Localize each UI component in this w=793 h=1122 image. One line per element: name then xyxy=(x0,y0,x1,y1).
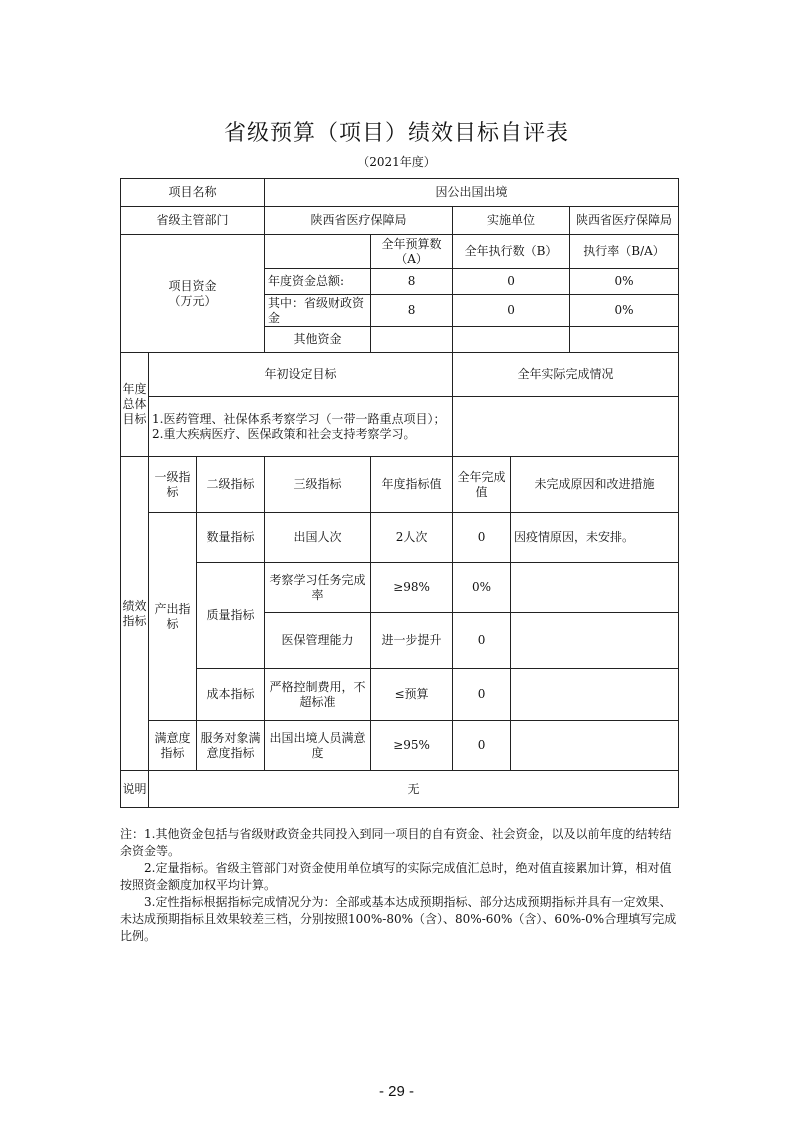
funds-label xyxy=(121,235,265,353)
page-title: 省级预算（项目）绩效目标自评表 xyxy=(223,121,569,146)
funds-row-budget: 8 xyxy=(371,295,453,327)
funds-label-line1: 项目资金 xyxy=(168,278,217,293)
dept-value: 陕西省医疗保障局 xyxy=(265,207,453,235)
satisfaction-reason xyxy=(511,721,679,771)
indicator-row xyxy=(121,669,679,721)
cost-indicator-label: 成本指标 xyxy=(197,669,265,721)
quantity-reason: 因疫情原因，未安排。 xyxy=(511,513,679,563)
initial-goal-line1: 1.医药管理、社保体系考察学习（一带一路重点项目）； xyxy=(152,411,446,426)
satisfaction-target: ≥95% xyxy=(371,721,453,771)
goals-content-row xyxy=(121,397,679,457)
funds-row-label: 年度资金总额: xyxy=(265,269,371,295)
initial-goal-header: 年初设定目标 xyxy=(149,353,453,397)
output-indicator-label: 产出指标 xyxy=(149,513,197,721)
page-number: - 29 - xyxy=(378,1083,414,1100)
project-name-label: 项目名称 xyxy=(121,179,265,207)
goals-header-row xyxy=(121,353,679,397)
funds-row-budget xyxy=(371,327,453,353)
quantity-done: 0 xyxy=(453,513,511,563)
unit-label: 实施单位 xyxy=(453,207,570,235)
quantity-target: 2人次 xyxy=(371,513,453,563)
quantity-name: 出国人次 xyxy=(265,513,371,563)
exec-header: 全年执行数（B） xyxy=(453,235,570,269)
funds-row-exec: 0 xyxy=(453,295,570,327)
funds-row-rate xyxy=(570,327,679,353)
indicator-header-row xyxy=(121,457,679,513)
project-name-value: 因公出国出境 xyxy=(265,179,679,207)
quality-target: 进一步提升 xyxy=(371,613,453,669)
target-header: 年度指标值 xyxy=(371,457,453,513)
satisfaction-name: 出国出境人员满意度 xyxy=(265,721,371,771)
footnote-1: 注：1.其他资金包括与省级财政资金共同投入到同一项目的自有资金、社会资金，以及以前年度的结转结余资金等。 xyxy=(120,827,672,858)
cost-target: ≤预算 xyxy=(371,669,453,721)
actual-completion-text xyxy=(453,397,679,457)
quality-reason xyxy=(511,613,679,669)
satisfaction-done: 0 xyxy=(453,721,511,771)
indicator-row xyxy=(121,563,679,613)
footnote-2: 2.定量指标。省级主管部门对资金使用单位填写的实际完成值汇总时，绝对值直接累加计算，相对值按照资金额度加权平均计算。 xyxy=(120,861,672,892)
quality-name: 医保管理能力 xyxy=(265,613,371,669)
initial-goal-text xyxy=(149,397,453,457)
cost-name: 严格控制费用，不超标准 xyxy=(265,669,371,721)
department-row xyxy=(121,207,679,235)
done-header: 全年完成值 xyxy=(453,457,511,513)
quality-done: 0 xyxy=(453,613,511,669)
funds-row-rate: 0% xyxy=(570,295,679,327)
indicators-side-label: 绩效指标 xyxy=(121,457,149,771)
budget-header: 全年预算数（A） xyxy=(371,235,453,269)
rate-header: 执行率（B/A） xyxy=(570,235,679,269)
remark-value: 无 xyxy=(149,771,679,808)
level1-header: 一级指标 xyxy=(149,457,197,513)
remark-row xyxy=(121,771,679,808)
level3-header: 三级指标 xyxy=(265,457,371,513)
quantity-indicator-label: 数量指标 xyxy=(197,513,265,563)
unit-value: 陕西省医疗保障局 xyxy=(570,207,679,235)
footnotes xyxy=(120,826,682,945)
indicator-row xyxy=(121,513,679,563)
funds-row-budget: 8 xyxy=(371,269,453,295)
footnote-3: 3.定性指标根据指标完成情况分为：全部或基本达成预期指标、部分达成预期指标并具有一定效果、未达成预期指标且效果较差三档，分别按照100%-80%（含）、80%-60%（含）、60%-0%合理填写完成比例。 xyxy=(120,895,677,943)
funds-row-exec xyxy=(453,327,570,353)
project-name-row xyxy=(121,179,679,207)
quality-indicator-label: 质量指标 xyxy=(197,563,265,669)
report-year: （2021年度） xyxy=(357,155,436,169)
remark-label: 说明 xyxy=(121,771,149,808)
reason-header: 未完成原因和改进措施 xyxy=(511,457,679,513)
actual-completion-header: 全年实际完成情况 xyxy=(453,353,679,397)
quality-reason xyxy=(511,563,679,613)
quality-done: 0% xyxy=(453,563,511,613)
cost-done: 0 xyxy=(453,669,511,721)
quality-target: ≥98% xyxy=(371,563,453,613)
funds-row-rate: 0% xyxy=(570,269,679,295)
level2-header: 二级指标 xyxy=(197,457,265,513)
dept-label: 省级主管部门 xyxy=(121,207,265,235)
funds-row-label: 其中：省级财政资金 xyxy=(265,295,371,327)
quality-name: 考察学习任务完成率 xyxy=(265,563,371,613)
satisfaction-level2-label: 服务对象满意度指标 xyxy=(197,721,265,771)
funds-empty-header xyxy=(265,235,371,269)
satisfaction-level1-label: 满意度指标 xyxy=(149,721,197,771)
self-evaluation-table xyxy=(120,178,679,808)
funds-row-label: 其他资金 xyxy=(265,327,371,353)
funds-header-row xyxy=(121,235,679,269)
indicator-row xyxy=(121,721,679,771)
funds-label-line2: （万元） xyxy=(168,293,217,308)
funds-row-exec: 0 xyxy=(453,269,570,295)
goals-side-label: 年度总体目标 xyxy=(121,353,149,457)
cost-reason xyxy=(511,669,679,721)
initial-goal-line2: 2.重大疾病医疗、医保政策和社会支持考察学习。 xyxy=(152,426,416,441)
